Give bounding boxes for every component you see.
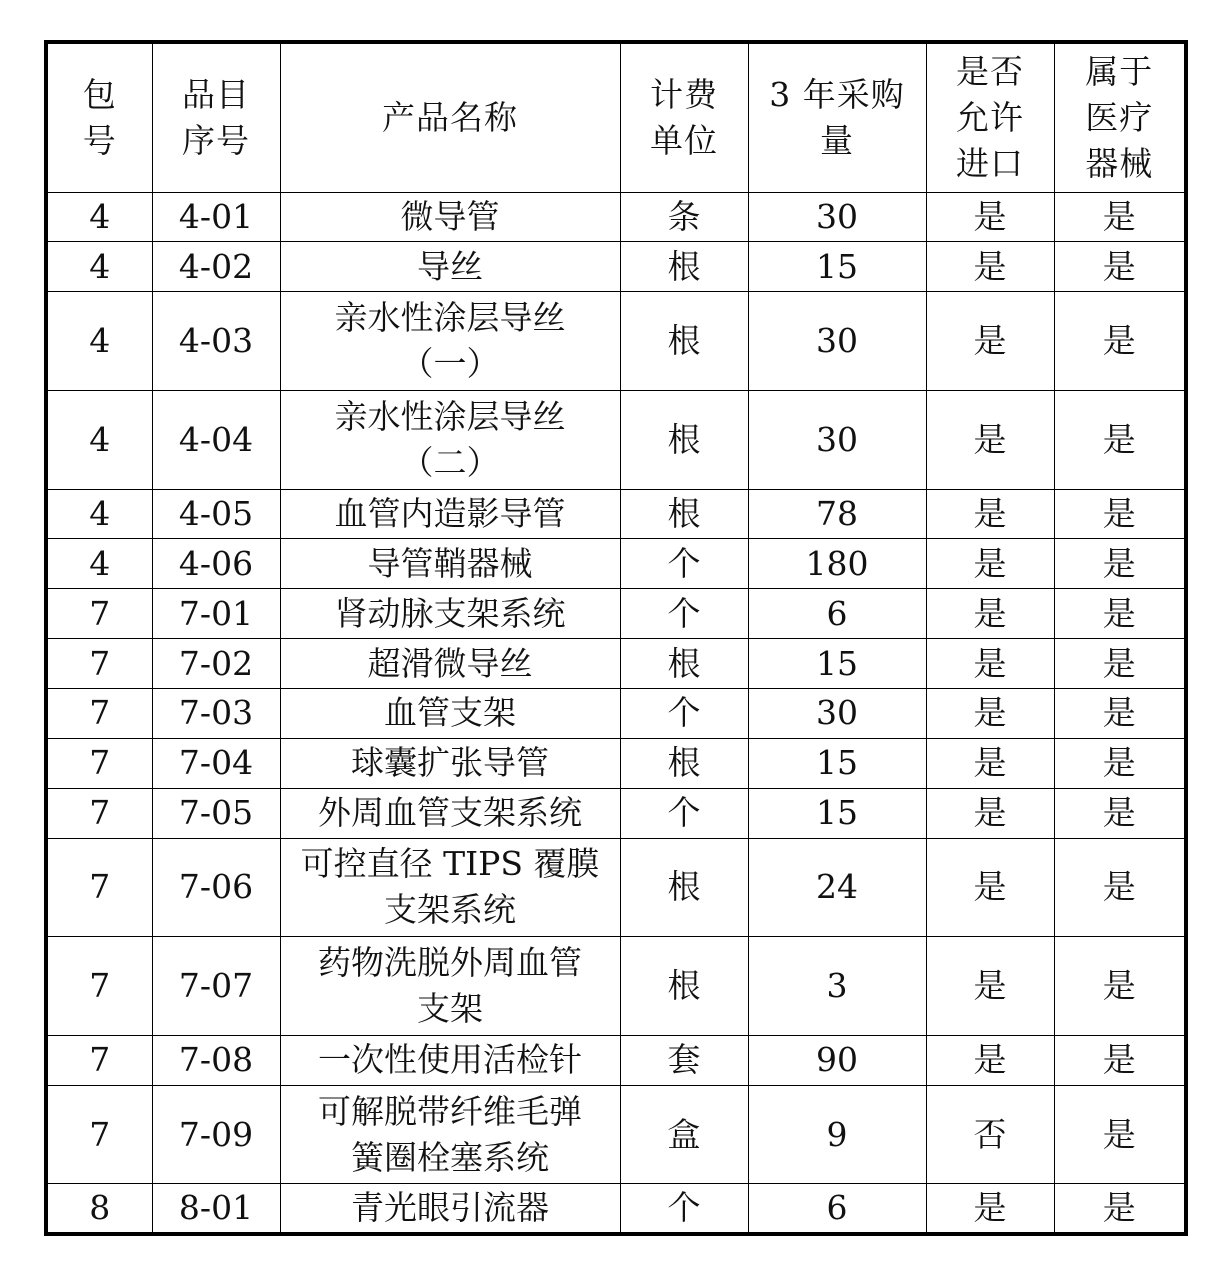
table-row bbox=[46, 688, 1186, 738]
table-row bbox=[46, 788, 1186, 838]
cell-unit: 根 bbox=[620, 390, 748, 489]
header-import-allowed: 是否 允许 进口 bbox=[926, 42, 1054, 192]
cell-quantity: 15 bbox=[748, 788, 926, 838]
cell-import-allowed: 是 bbox=[926, 390, 1054, 489]
cell-item-no: 4-05 bbox=[152, 489, 280, 539]
cell-product-name: 球囊扩张导管 bbox=[280, 738, 620, 788]
cell-unit: 盒 bbox=[620, 1085, 748, 1184]
header-item-no: 品目 序号 bbox=[152, 42, 280, 192]
cell-import-allowed: 是 bbox=[926, 937, 1054, 1036]
cell-unit: 根 bbox=[620, 937, 748, 1036]
header-medical-device: 属于 医疗 器械 bbox=[1054, 42, 1186, 192]
cell-unit: 根 bbox=[620, 738, 748, 788]
cell-product-name: 可控直径 TIPS 覆膜 支架系统 bbox=[280, 838, 620, 937]
cell-quantity: 90 bbox=[748, 1035, 926, 1085]
table-body bbox=[46, 192, 1186, 1234]
table-row bbox=[46, 589, 1186, 639]
cell-medical-device: 是 bbox=[1054, 738, 1186, 788]
cell-package: 7 bbox=[46, 1085, 152, 1184]
cell-product-name: 微导管 bbox=[280, 192, 620, 242]
cell-import-allowed: 是 bbox=[926, 589, 1054, 639]
table-row bbox=[46, 639, 1186, 689]
cell-item-no: 7-01 bbox=[152, 589, 280, 639]
cell-product-name: 亲水性涂层导丝 （一） bbox=[280, 292, 620, 391]
cell-quantity: 6 bbox=[748, 589, 926, 639]
cell-product-name: 一次性使用活检针 bbox=[280, 1035, 620, 1085]
cell-item-no: 7-03 bbox=[152, 688, 280, 738]
cell-import-allowed: 是 bbox=[926, 688, 1054, 738]
cell-product-name: 青光眼引流器 bbox=[280, 1184, 620, 1234]
cell-item-no: 7-09 bbox=[152, 1085, 280, 1184]
cell-unit: 个 bbox=[620, 539, 748, 589]
cell-item-no: 7-05 bbox=[152, 788, 280, 838]
cell-import-allowed: 是 bbox=[926, 192, 1054, 242]
cell-product-name: 导丝 bbox=[280, 242, 620, 292]
cell-unit: 个 bbox=[620, 788, 748, 838]
cell-medical-device: 是 bbox=[1054, 489, 1186, 539]
cell-item-no: 7-06 bbox=[152, 838, 280, 937]
cell-import-allowed: 是 bbox=[926, 292, 1054, 391]
cell-import-allowed: 是 bbox=[926, 539, 1054, 589]
cell-product-name: 超滑微导丝 bbox=[280, 639, 620, 689]
table-row bbox=[46, 292, 1186, 391]
cell-import-allowed: 是 bbox=[926, 1184, 1054, 1234]
cell-quantity: 15 bbox=[748, 738, 926, 788]
header-product-name: 产品名称 bbox=[280, 42, 620, 192]
cell-medical-device: 是 bbox=[1054, 838, 1186, 937]
cell-item-no: 7-04 bbox=[152, 738, 280, 788]
cell-package: 4 bbox=[46, 390, 152, 489]
table-row bbox=[46, 1184, 1186, 1234]
cell-product-name: 血管内造影导管 bbox=[280, 489, 620, 539]
cell-package: 7 bbox=[46, 639, 152, 689]
cell-unit: 根 bbox=[620, 639, 748, 689]
table-row bbox=[46, 838, 1186, 937]
table-row bbox=[46, 1085, 1186, 1184]
cell-package: 4 bbox=[46, 192, 152, 242]
cell-product-name: 亲水性涂层导丝 （二） bbox=[280, 390, 620, 489]
cell-product-name: 肾动脉支架系统 bbox=[280, 589, 620, 639]
cell-medical-device: 是 bbox=[1054, 937, 1186, 1036]
cell-product-name: 可解脱带纤维毛弹 簧圈栓塞系统 bbox=[280, 1085, 620, 1184]
cell-quantity: 30 bbox=[748, 390, 926, 489]
cell-import-allowed: 是 bbox=[926, 788, 1054, 838]
cell-quantity: 6 bbox=[748, 1184, 926, 1234]
cell-import-allowed: 是 bbox=[926, 738, 1054, 788]
cell-medical-device: 是 bbox=[1054, 390, 1186, 489]
cell-quantity: 180 bbox=[748, 539, 926, 589]
cell-product-name: 外周血管支架系统 bbox=[280, 788, 620, 838]
table-row bbox=[46, 192, 1186, 242]
cell-item-no: 4-03 bbox=[152, 292, 280, 391]
cell-medical-device: 是 bbox=[1054, 292, 1186, 391]
cell-package: 7 bbox=[46, 589, 152, 639]
table-row bbox=[46, 937, 1186, 1036]
table-row bbox=[46, 242, 1186, 292]
cell-package: 7 bbox=[46, 688, 152, 738]
cell-unit: 根 bbox=[620, 489, 748, 539]
cell-product-name: 药物洗脱外周血管 支架 bbox=[280, 937, 620, 1036]
cell-quantity: 30 bbox=[748, 192, 926, 242]
cell-item-no: 4-02 bbox=[152, 242, 280, 292]
cell-medical-device: 是 bbox=[1054, 589, 1186, 639]
header-package: 包 号 bbox=[46, 42, 152, 192]
cell-item-no: 4-06 bbox=[152, 539, 280, 589]
header-row bbox=[46, 42, 1186, 192]
cell-unit: 个 bbox=[620, 688, 748, 738]
cell-item-no: 8-01 bbox=[152, 1184, 280, 1234]
cell-import-allowed: 是 bbox=[926, 639, 1054, 689]
cell-package: 7 bbox=[46, 738, 152, 788]
cell-medical-device: 是 bbox=[1054, 242, 1186, 292]
cell-item-no: 7-08 bbox=[152, 1035, 280, 1085]
cell-item-no: 4-04 bbox=[152, 390, 280, 489]
cell-medical-device: 是 bbox=[1054, 1184, 1186, 1234]
cell-medical-device: 是 bbox=[1054, 192, 1186, 242]
table-row bbox=[46, 738, 1186, 788]
table-row bbox=[46, 539, 1186, 589]
cell-medical-device: 是 bbox=[1054, 688, 1186, 738]
cell-package: 4 bbox=[46, 242, 152, 292]
cell-medical-device: 是 bbox=[1054, 1085, 1186, 1184]
cell-unit: 根 bbox=[620, 242, 748, 292]
cell-package: 7 bbox=[46, 1035, 152, 1085]
cell-package: 7 bbox=[46, 788, 152, 838]
cell-import-allowed: 是 bbox=[926, 489, 1054, 539]
cell-quantity: 30 bbox=[748, 688, 926, 738]
cell-quantity: 3 bbox=[748, 937, 926, 1036]
cell-package: 7 bbox=[46, 937, 152, 1036]
cell-quantity: 30 bbox=[748, 292, 926, 391]
cell-medical-device: 是 bbox=[1054, 539, 1186, 589]
cell-unit: 条 bbox=[620, 192, 748, 242]
table-row bbox=[46, 390, 1186, 489]
cell-unit: 个 bbox=[620, 589, 748, 639]
cell-medical-device: 是 bbox=[1054, 788, 1186, 838]
cell-unit: 个 bbox=[620, 1184, 748, 1234]
cell-product-name: 血管支架 bbox=[280, 688, 620, 738]
table-row bbox=[46, 1035, 1186, 1085]
cell-package: 4 bbox=[46, 292, 152, 391]
cell-package: 7 bbox=[46, 838, 152, 937]
cell-quantity: 15 bbox=[748, 242, 926, 292]
cell-import-allowed: 是 bbox=[926, 242, 1054, 292]
cell-unit: 套 bbox=[620, 1035, 748, 1085]
cell-unit: 根 bbox=[620, 838, 748, 937]
cell-package: 4 bbox=[46, 489, 152, 539]
cell-import-allowed: 否 bbox=[926, 1085, 1054, 1184]
table-row bbox=[46, 489, 1186, 539]
cell-import-allowed: 是 bbox=[926, 1035, 1054, 1085]
cell-package: 8 bbox=[46, 1184, 152, 1234]
cell-item-no: 4-01 bbox=[152, 192, 280, 242]
cell-import-allowed: 是 bbox=[926, 838, 1054, 937]
header-quantity: 3 年采购 量 bbox=[748, 42, 926, 192]
cell-product-name: 导管鞘器械 bbox=[280, 539, 620, 589]
cell-quantity: 9 bbox=[748, 1085, 926, 1184]
cell-quantity: 78 bbox=[748, 489, 926, 539]
cell-item-no: 7-02 bbox=[152, 639, 280, 689]
cell-item-no: 7-07 bbox=[152, 937, 280, 1036]
procurement-table bbox=[44, 40, 1188, 1236]
header-unit: 计费 单位 bbox=[620, 42, 748, 192]
cell-medical-device: 是 bbox=[1054, 639, 1186, 689]
cell-quantity: 15 bbox=[748, 639, 926, 689]
cell-quantity: 24 bbox=[748, 838, 926, 937]
cell-medical-device: 是 bbox=[1054, 1035, 1186, 1085]
cell-package: 4 bbox=[46, 539, 152, 589]
cell-unit: 根 bbox=[620, 292, 748, 391]
